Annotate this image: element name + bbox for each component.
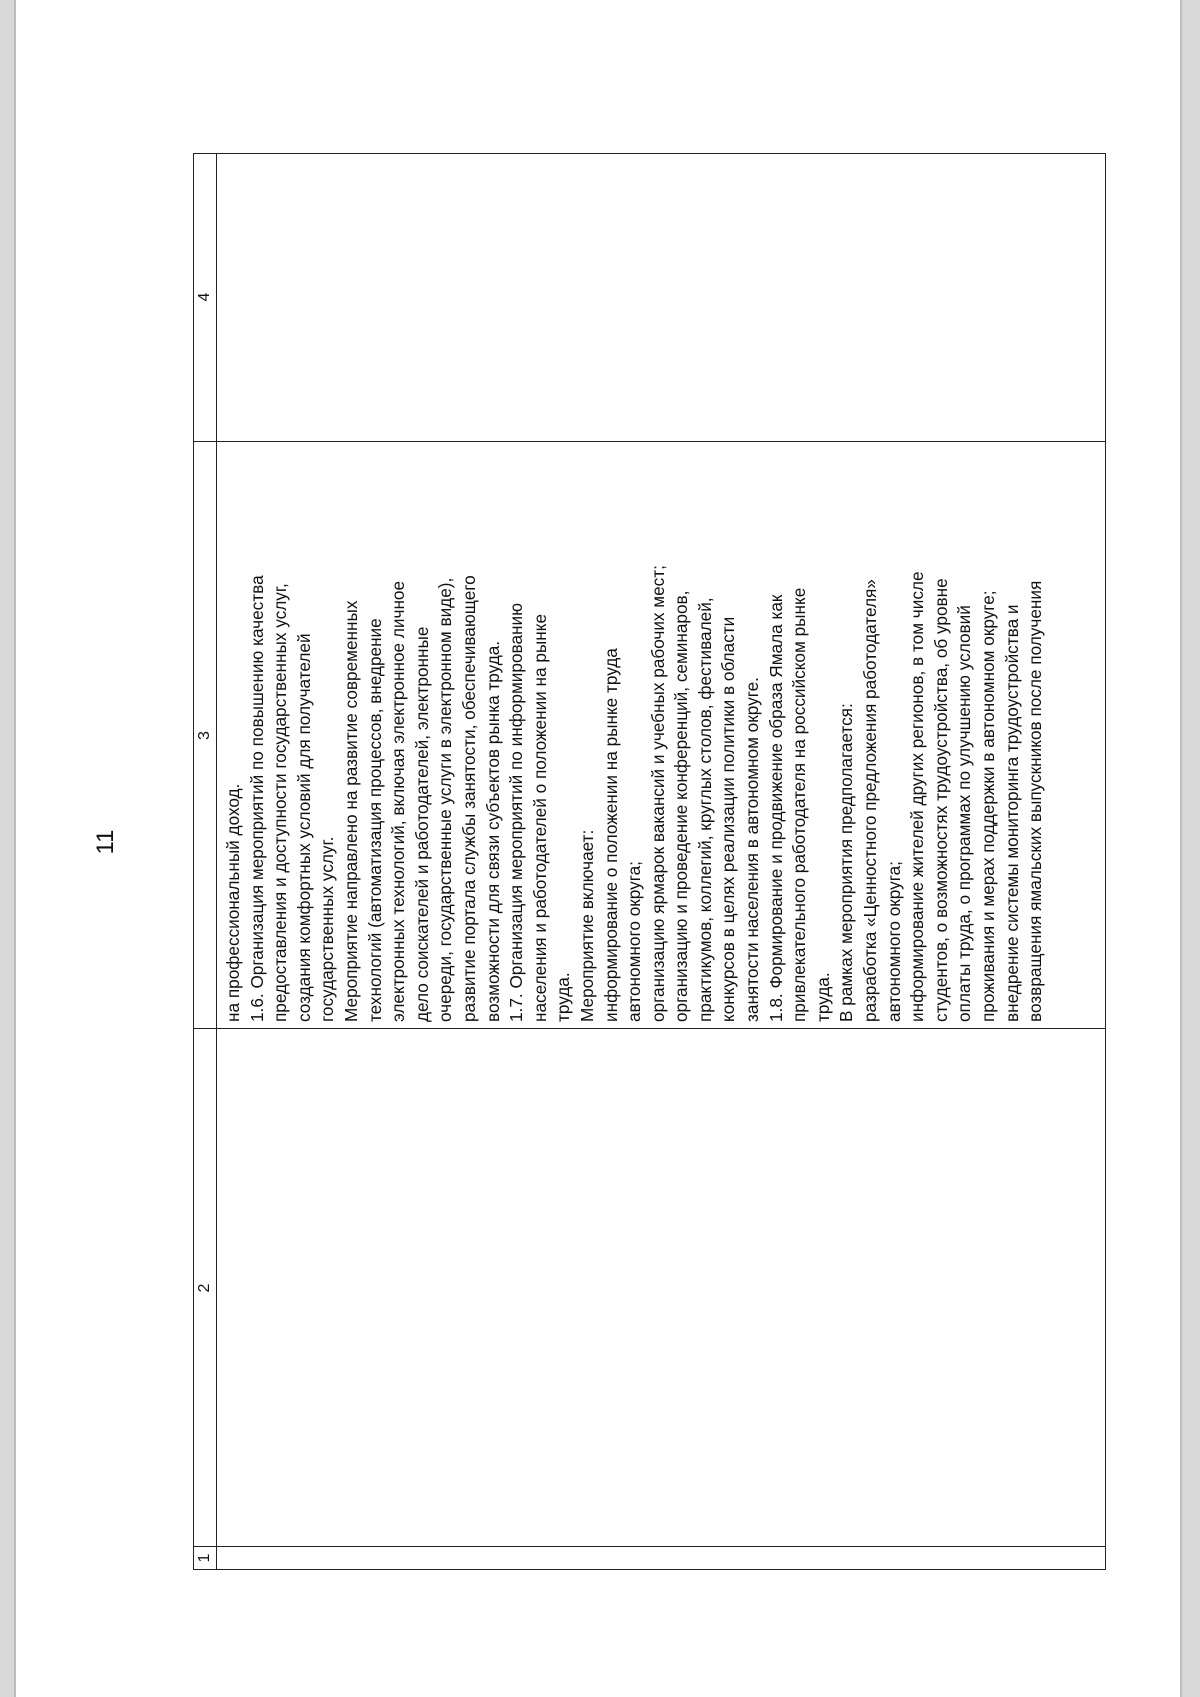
text-line: разработка «Ценностного предложения работодателя» (860, 579, 881, 1022)
column-divider-2 (194, 1028, 1105, 1029)
text-line: возвращения ямальских выпускников после получения (1025, 580, 1046, 1022)
text-line: технологий (автоматизация процессов, внедрение (364, 618, 385, 1022)
text-line: Мероприятие включает: (576, 829, 597, 1022)
text-line: труда. (812, 972, 833, 1022)
column-divider-1 (194, 1546, 1105, 1547)
text-line: студентов, о возможностях трудоустройства, об уровне (930, 578, 951, 1022)
text-line: 1.8. Формирование и продвижение образа Ямала как (765, 594, 786, 1022)
page-number: 11 (92, 829, 119, 855)
text-line: возможности для связи субъектов рынка труда. (482, 640, 503, 1022)
header-cell-col1: 1 (196, 1553, 213, 1563)
text-line: внедрение системы мониторинга трудоустройства и (1001, 604, 1022, 1022)
data-table (193, 153, 1106, 1570)
text-line: занятости населения в автономном округе. (742, 677, 763, 1022)
text-line: оплаты труда, о программах по улучшению условий (954, 605, 975, 1022)
column3-text (222, 454, 1048, 1022)
text-line: электронных технологий, включая электронное личное (388, 580, 409, 1022)
text-line: 1.6. Организация мероприятий по повышению качества (246, 575, 267, 1022)
text-line: 1.7. Организация мероприятий по информированию (506, 602, 527, 1022)
text-line: практикумов, коллегий, круглых столов, фестивалей, (694, 597, 715, 1022)
text-line: создания комфортных условий для получателей (293, 633, 314, 1022)
header-cell-col2: 2 (196, 1283, 213, 1293)
text-line: государственных услуг. (317, 836, 338, 1022)
text-line: Мероприятие направлено на развитие современных (340, 600, 361, 1022)
header-cell-col3: 3 (196, 731, 213, 740)
text-line: конкурсов в целях реализации политики в области (718, 616, 739, 1022)
text-line: привлекательного работодателя на российском рынке (789, 587, 810, 1022)
text-line: организацию и проведение конференций, семинаров, (671, 590, 692, 1022)
text-line: на профессиональный доход. (223, 783, 243, 1022)
text-line: автономного округа; (624, 861, 645, 1022)
text-line: автономного округа; (883, 861, 904, 1022)
text-line: В рамках мероприятия предполагается: (836, 703, 857, 1022)
text-line: дело соискателей и работодателей, электронные (411, 626, 432, 1022)
text-line: информирование жителей других регионов, в том числе (907, 571, 928, 1022)
header-cell-col4: 4 (196, 292, 213, 302)
text-line: населения и работодателей о положении на рынке (529, 613, 550, 1022)
text-line: очереди, государственные услуги в электронном виде), (435, 577, 456, 1022)
text-line: предоставления и доступности государственных услуг, (270, 583, 291, 1022)
text-line: информирование о положении на рынке труда (600, 648, 621, 1022)
column-divider-3 (194, 441, 1105, 442)
text-line: проживания и мерах поддержки в автономном округе; (978, 590, 998, 1022)
text-line: развитие портала службы занятости, обеспечивающего (458, 575, 479, 1022)
text-line: организацию ярмарок вакансий и учебных рабочих мест; (647, 565, 668, 1022)
text-line: труда. (553, 972, 574, 1022)
